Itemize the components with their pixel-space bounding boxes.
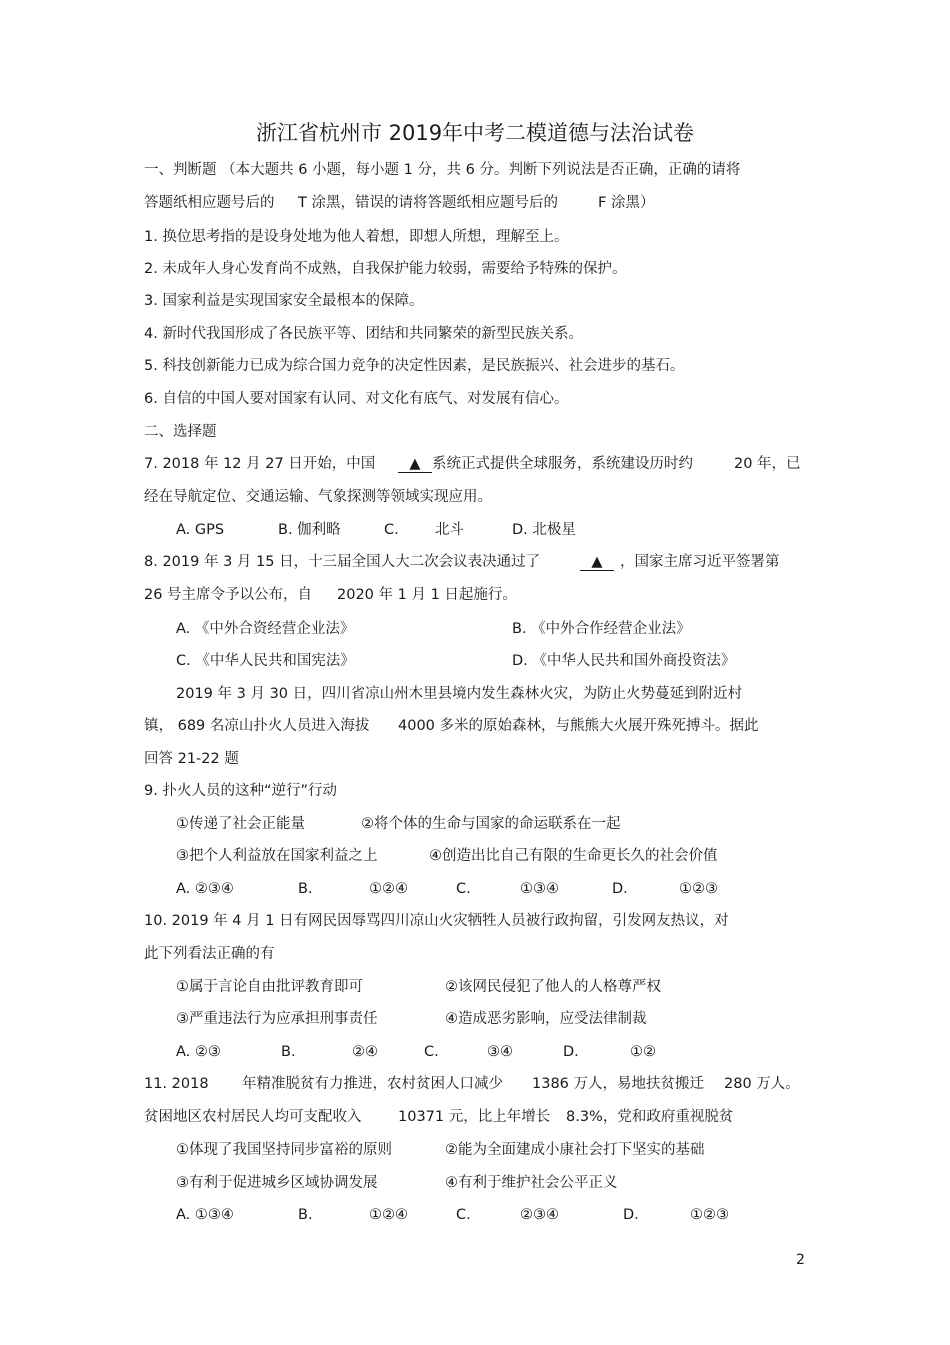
material-line2-a: 镇， 689 名凉山扑火人员进入海拔 xyxy=(144,718,370,734)
material-line1: 2019 年 3 月 30 日，四川省凉山州木里县境内发生森林火灾，为防止火势蔓延到附近村 xyxy=(176,686,743,702)
q11-line2-b: 10371 元，比上年增长 xyxy=(398,1109,551,1125)
q7-option-c: C. xyxy=(384,522,399,538)
q10-choice-3: ③严重违法行为应承担刑事责任 xyxy=(176,1011,378,1027)
material-line2-b: 4000 多米的原始森林，与熊熊大火展开殊死搏斗。据此 xyxy=(398,718,759,734)
q7-option-a: A. GPS xyxy=(176,522,225,538)
q9-option-d: D. xyxy=(612,881,628,897)
q11-option-d: D. xyxy=(623,1207,639,1223)
q9-choice-4: ④创造出比自己有限的生命更长久的社会价值 xyxy=(429,848,718,864)
q7-stem-a: 7. 2018 年 12 月 27 日开始，中国 xyxy=(144,456,376,472)
material-line3: 回答 21-22 题 xyxy=(144,751,239,767)
q10-option-a: A. ②③ xyxy=(176,1044,221,1060)
q11-line2-c: 8.3%，党和政府重视脱贫 xyxy=(566,1109,734,1125)
exam-title: 浙江省杭州市 2019年中考二模道德与法治试卷 xyxy=(255,121,695,145)
q9-choice-3: ③把个人利益放在国家利益之上 xyxy=(176,848,378,864)
section1-line2-a: 答题纸相应题号后的 xyxy=(144,195,275,211)
q11-line1-a: 11. 2018 xyxy=(144,1076,209,1092)
q10-option-c-text: ③④ xyxy=(487,1044,513,1060)
q8-option-a: A. 《中外合资经营企业法》 xyxy=(176,621,355,637)
q10-option-d: D. xyxy=(563,1044,579,1060)
q11-option-d-text: ①②③ xyxy=(690,1207,729,1223)
q7-blank xyxy=(396,454,434,474)
q9-option-a: A. ②③④ xyxy=(176,881,234,897)
q11-choice-4: ④有利于维护社会公平正义 xyxy=(445,1175,618,1191)
answer-blank-triangle: ▲ xyxy=(398,456,432,473)
q9-option-c: C. xyxy=(456,881,471,897)
q7-stem-c: 20 年，已 xyxy=(734,456,801,472)
page-number: 2 xyxy=(796,1252,805,1268)
q11-line2-a: 贫困地区农村居民人均可支配收入 xyxy=(144,1109,362,1125)
statement-4: 4. 新时代我国形成了各民族平等、团结和共同繁荣的新型民族关系。 xyxy=(144,326,583,342)
statement-2: 2. 未成年人身心发育尚不成熟，自我保护能力较弱，需要给予特殊的保护。 xyxy=(144,261,627,277)
q8-blank xyxy=(578,552,616,572)
q8-option-c: C. 《中华人民共和国宪法》 xyxy=(176,653,355,669)
q7-stem-line2: 经在导航定位、交通运输、气象探测等领域实现应用。 xyxy=(144,489,492,505)
q10-choice-2: ②该网民侵犯了他人的人格尊严权 xyxy=(445,979,661,995)
q10-option-b-text: ②④ xyxy=(352,1044,378,1060)
q10-stem-line2: 此下列看法正确的有 xyxy=(144,946,275,962)
q10-choice-1: ①属于言论自由批评教育即可 xyxy=(176,979,363,995)
q10-option-b: B. xyxy=(281,1044,296,1060)
q11-line1-b: 年精准脱贫有力推进，农村贫困人口减少 xyxy=(242,1076,503,1092)
q11-line1-c: 1386 万人，易地扶贫搬迁 xyxy=(532,1076,705,1092)
q10-choice-4: ④造成恶劣影响，应受法律制裁 xyxy=(445,1011,647,1027)
q10-option-c: C. xyxy=(424,1044,439,1060)
section2-heading: 二、选择题 xyxy=(144,424,217,440)
q9-option-b-text: ①②④ xyxy=(369,881,408,897)
q10-stem-line1: 10. 2019 年 4 月 1 日有网民因辱骂四川凉山火灾牺牲人员被行政拘留，引发网友热议，对 xyxy=(144,913,729,929)
q8-stem-a: 8. 2019 年 3 月 15 日，十三届全国人大二次会议表决通过了 xyxy=(144,554,541,570)
q9-option-c-text: ①③④ xyxy=(520,881,559,897)
q11-option-b-text: ①②④ xyxy=(369,1207,408,1223)
q11-option-a: A. ①③④ xyxy=(176,1207,234,1223)
q11-choice-2: ②能为全面建成小康社会打下坚实的基础 xyxy=(445,1142,705,1158)
q11-choice-3: ③有利于促进城乡区域协调发展 xyxy=(176,1175,378,1191)
q9-stem: 9. 扑火人员的这种“逆行”行动 xyxy=(144,783,337,799)
statement-3: 3. 国家利益是实现国家安全最根本的保障。 xyxy=(144,293,424,309)
q9-choice-1: ①传递了社会正能量 xyxy=(176,816,305,832)
q8-line2-a: 26 号主席令予以公布，自 xyxy=(144,587,313,603)
q10-option-d-text: ①② xyxy=(630,1044,656,1060)
q8-stem-b: ，国家主席习近平签署第 xyxy=(620,554,780,570)
q9-option-b: B. xyxy=(298,881,313,897)
statement-1: 1. 换位思考指的是设身处地为他人着想，即想人所想，理解至上。 xyxy=(144,229,569,245)
section1-heading: 一、判断题 （本大题共 6 小题，每小题 1 分，共 6 分。判断下列说法是否正确，正确的请将 xyxy=(144,162,741,178)
section1-line2-b: T 涂黑，错误的请将答题纸相应题号后的 xyxy=(298,195,558,211)
q8-option-d: D. 《中华人民共和国外商投资法》 xyxy=(512,653,736,669)
q7-option-b: B. 伽利略 xyxy=(278,522,341,538)
section1-line2-c: F 涂黑） xyxy=(598,195,655,211)
q8-line2-b: 2020 年 1 月 1 日起施行。 xyxy=(337,587,517,603)
statement-5: 5. 科技创新能力已成为综合国力竞争的决定性因素，是民族振兴、社会进步的基石。 xyxy=(144,358,685,374)
q11-option-c: C. xyxy=(456,1207,471,1223)
q8-option-b: B. 《中外合作经营企业法》 xyxy=(512,621,691,637)
q11-option-b: B. xyxy=(298,1207,313,1223)
q9-option-d-text: ①②③ xyxy=(679,881,718,897)
q9-choice-2: ②将个体的生命与国家的命运联系在一起 xyxy=(361,816,621,832)
q11-line1-d: 280 万人。 xyxy=(724,1076,800,1092)
q11-option-c-text: ②③④ xyxy=(520,1207,559,1223)
statement-6: 6. 自信的中国人要对国家有认同、对文化有底气、对发展有信心。 xyxy=(144,391,569,407)
q11-choice-1: ①体现了我国坚持同步富裕的原则 xyxy=(176,1142,392,1158)
q7-stem-b: 系统正式提供全球服务，系统建设历时约 xyxy=(432,456,693,472)
q7-option-d: D. 北极星 xyxy=(512,522,576,538)
answer-blank-triangle: ▲ xyxy=(580,554,614,571)
q7-option-c-text: 北斗 xyxy=(435,522,464,538)
